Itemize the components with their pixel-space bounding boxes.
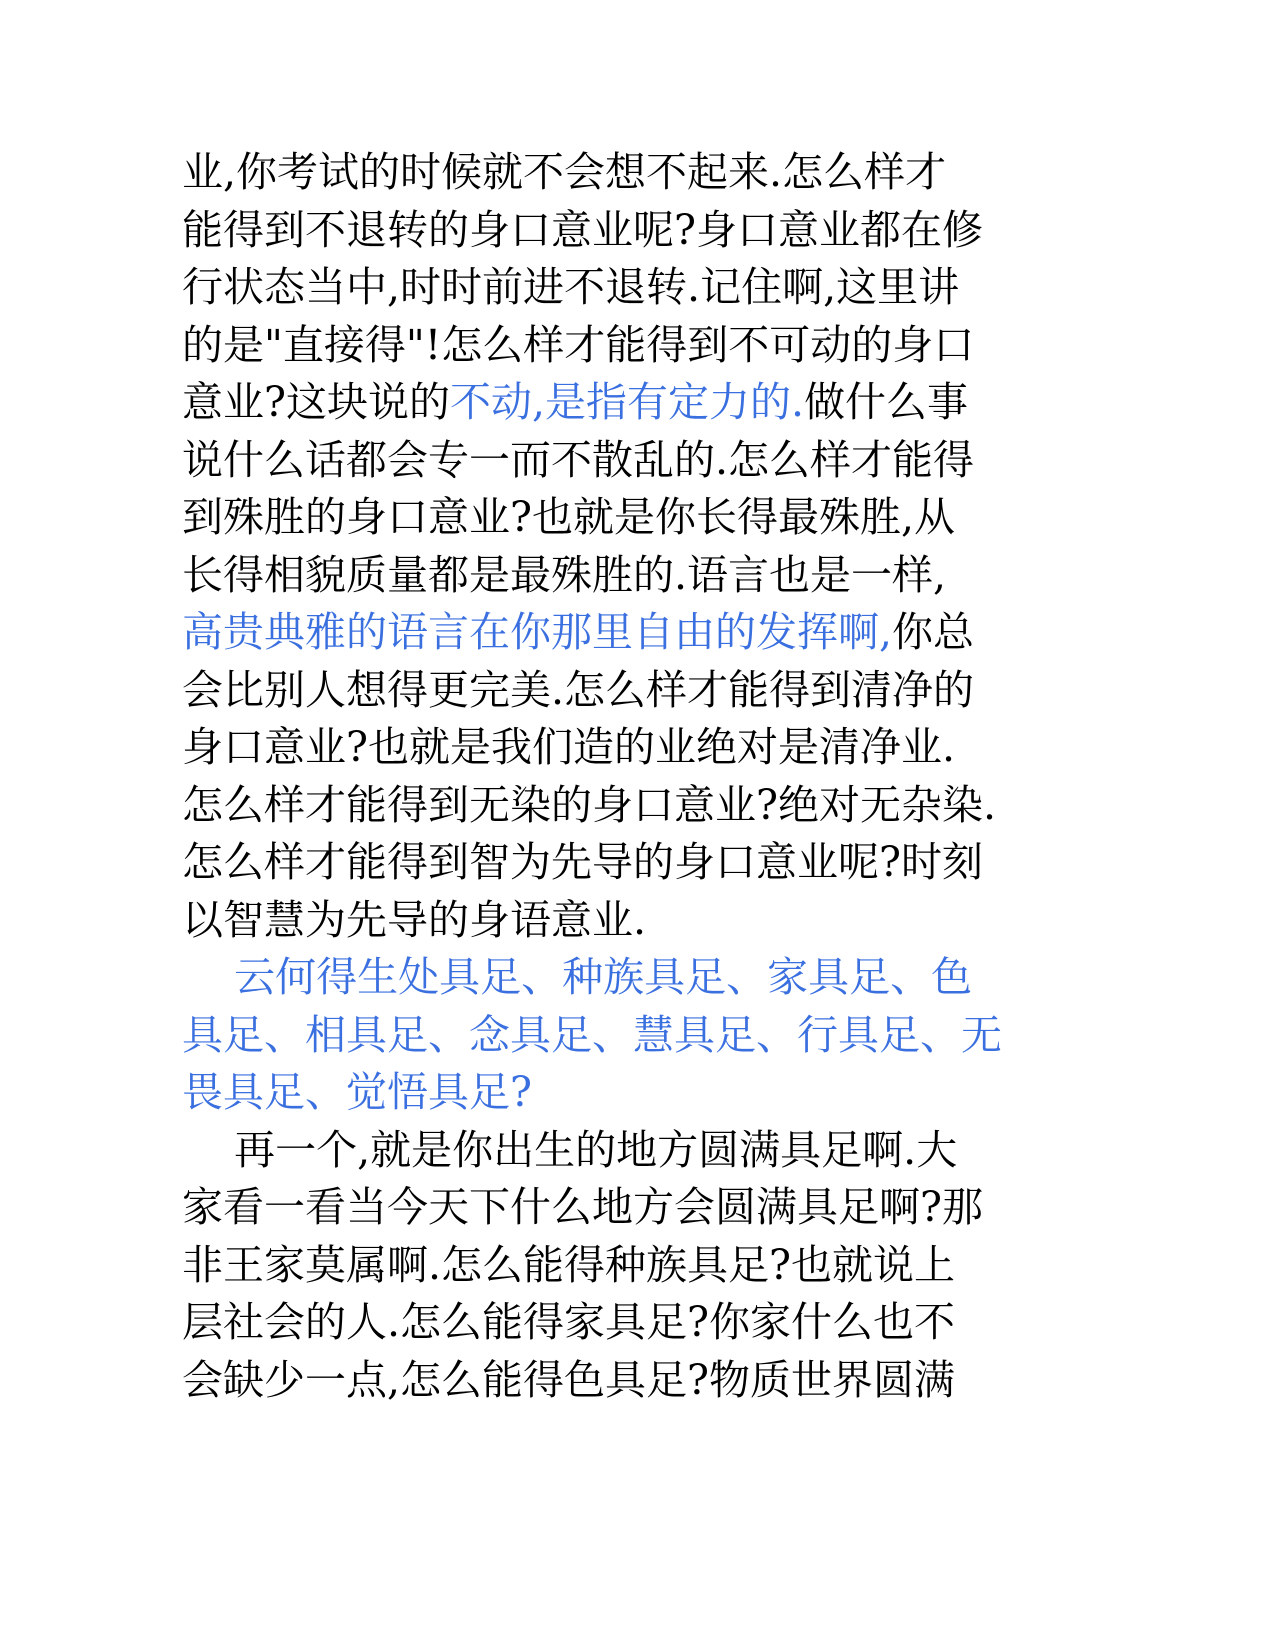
highlighted-text: 畏具足、觉悟具足? [182,1068,532,1116]
text-line [182,144,1062,202]
text-segment: 的是"直接得"!怎么样才能得到不可动的身口 [182,320,975,369]
text-line [182,662,1062,720]
text-segment: 再一个,就是你出生的地方圆满具足啊.大 [182,1125,958,1174]
text-line [182,1007,1062,1065]
text-segment: 你总 [892,608,975,656]
text-segment: 业,你考试的时候就不会想不起来.怎么样才 [182,148,947,196]
text-segment: 非王家莫属啊.怎么能得种族具足?也就说上 [182,1240,956,1289]
text-line [182,374,1062,432]
text-segment: 以智慧为先导的身语意业. [182,895,647,944]
text-segment: 身口意业?也就是我们造的业绝对是清净业. [182,723,956,771]
text-segment [182,953,234,1001]
text-line [182,719,1062,777]
text-segment: 怎么样才能得到智为先导的身口意业呢?时刻 [182,838,983,886]
text-line [182,777,1062,835]
text-segment: 到殊胜的身口意业?也就是你长得最殊胜,从 [182,493,956,541]
text-segment: 怎么样才能得到无染的身口意业?绝对无杂染. [182,780,997,829]
text-segment: 会比别人想得更完美.怎么样才能得到清净的 [182,665,975,714]
text-segment: 意业?这块说的 [182,378,450,426]
text-line [182,432,1062,490]
text-line [182,547,1062,605]
text-segment: 层社会的人.怎么能得家具足?你家什么也不 [182,1298,956,1346]
body-text [182,144,1062,1409]
text-line [182,1064,1062,1122]
text-line [182,317,1062,375]
text-segment: 会缺少一点,怎么能得色具足?物质世界圆满 [182,1355,956,1404]
text-line [182,1122,1062,1180]
text-line [182,1179,1062,1237]
text-segment: 行状态当中,时时前进不退转.记住啊,这里讲 [182,263,960,311]
text-line [182,834,1062,892]
text-segment: 说什么话都会专一而不散乱的.怎么样才能得 [182,435,975,484]
text-line [182,202,1062,260]
text-line [182,1352,1062,1410]
highlighted-text: 云何得生处具足、种族具足、家具足、色 [234,953,973,1001]
highlighted-text: 具足、相具足、念具足、慧具足、行具足、无 [182,1010,1002,1059]
text-line [182,1294,1062,1352]
text-segment: 做什么事 [804,378,969,426]
text-segment: 家看一看当今天下什么地方会圆满具足啊?那 [182,1183,983,1231]
highlighted-text: 不动,是指有定力的. [449,378,805,426]
text-segment: 长得相貌质量都是最殊胜的.语言也是一样, [182,550,947,599]
text-line [182,604,1062,662]
text-segment: 能得到不退转的身口意业呢?身口意业都在修 [182,205,983,254]
text-line [182,259,1062,317]
highlighted-text: 高贵典雅的语言在你那里自由的发挥啊, [182,608,893,656]
text-line [182,489,1062,547]
text-line [182,892,1062,950]
text-line [182,1237,1062,1295]
text-line [182,949,1062,1007]
